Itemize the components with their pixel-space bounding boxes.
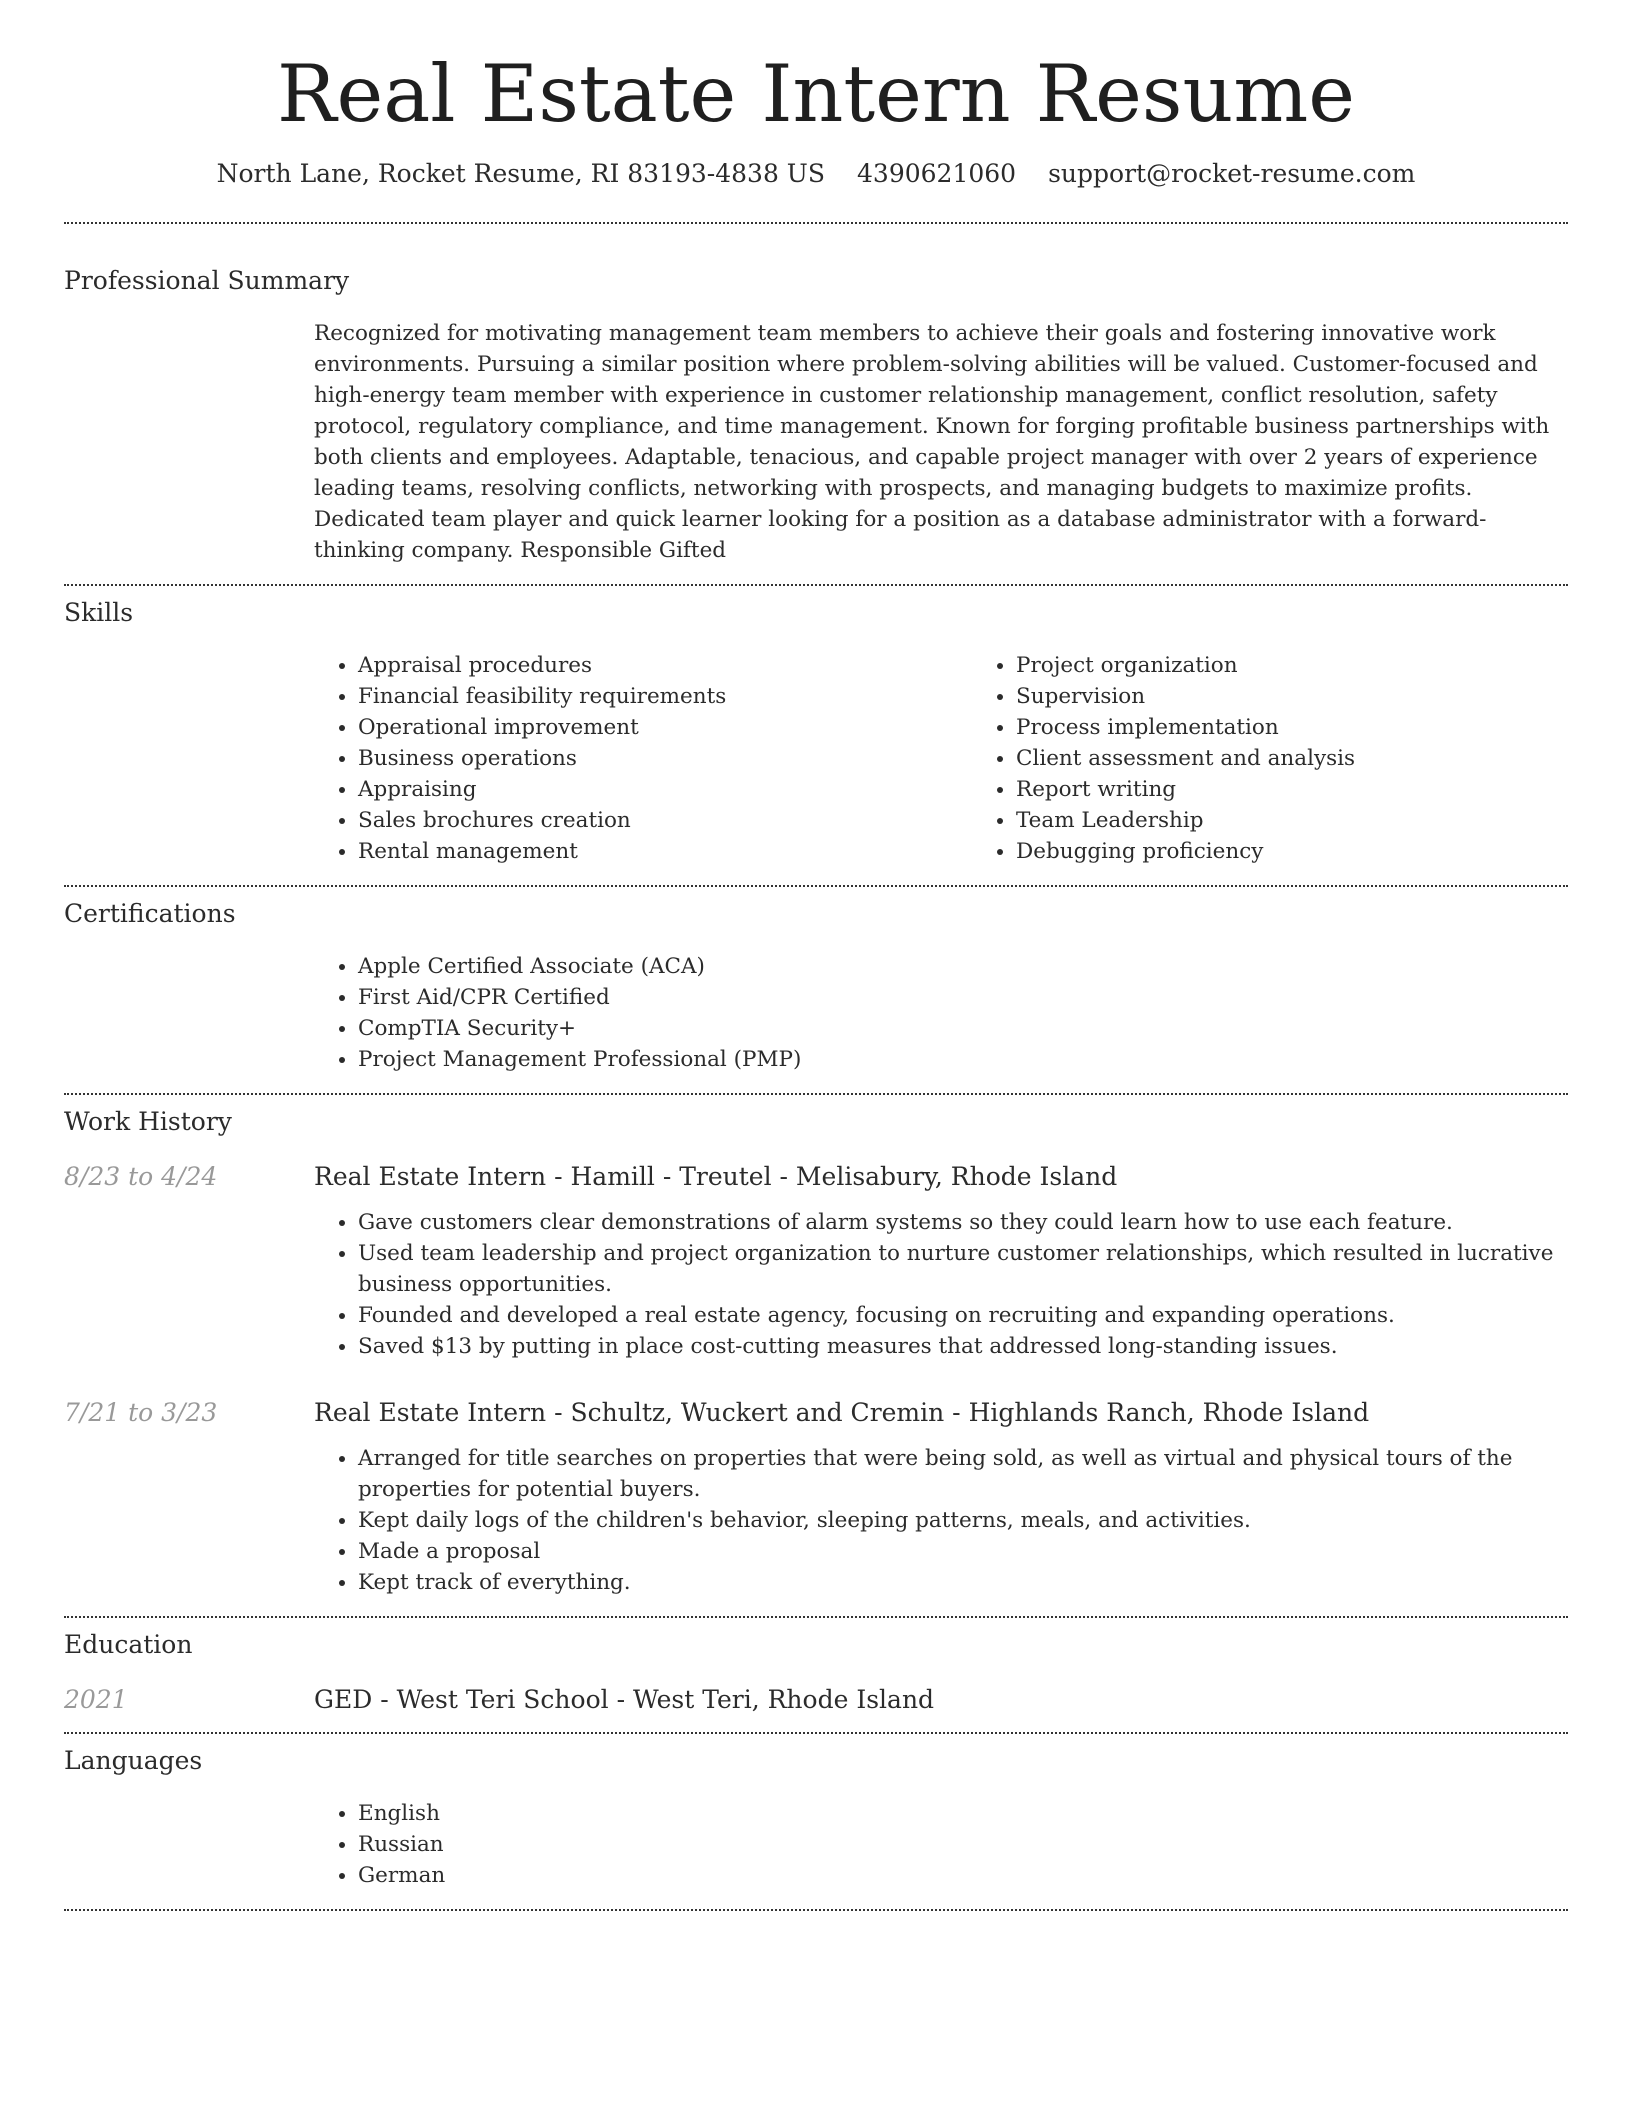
job-details — [314, 1207, 1568, 1362]
skill-item: • Financial feasibility requirements — [358, 681, 972, 712]
certification-item: • Project Management Professional (PMP) — [358, 1044, 1568, 1075]
languages-section — [64, 1734, 1568, 1891]
job-entry — [64, 1398, 1568, 1427]
skill-item: • Operational improvement — [358, 712, 972, 743]
job-bullet: • Kept track of everything. — [358, 1567, 1568, 1598]
education-date: 2021 — [64, 1685, 128, 1715]
divider — [64, 1909, 1568, 1911]
certification-item: • CompTIA Security+ — [358, 1013, 1568, 1044]
skill-item: • Business operations — [358, 743, 972, 774]
skill-item: • Sales brochures creation — [358, 805, 972, 836]
certifications-section — [64, 887, 1568, 1075]
certifications-content — [314, 951, 1568, 1075]
skill-item: • Appraisal procedures — [358, 650, 972, 681]
skill-item: • Process implementation — [1016, 712, 1355, 743]
section-title-summary: Professional Summary — [64, 266, 350, 296]
languages-content — [314, 1798, 1568, 1891]
summary-section — [64, 224, 1568, 566]
skill-item: • Report writing — [1016, 774, 1355, 805]
skills-list-left — [314, 650, 972, 867]
section-title-skills: Skills — [64, 598, 134, 628]
section-title-languages: Languages — [64, 1746, 203, 1776]
job-bullet: • Gave customers clear demonstrations of alarm systems so they could learn how to use each feature. — [358, 1207, 1568, 1238]
job-bullets — [314, 1443, 1568, 1598]
skills-section — [64, 586, 1568, 867]
skills-list-right — [972, 650, 1355, 867]
skill-item: • Project organization — [1016, 650, 1355, 681]
job-bullet: • Made a proposal — [358, 1536, 1568, 1567]
job-bullet: • Kept daily logs of the children's behavior, sleeping patterns, meals, and activities. — [358, 1505, 1568, 1536]
skill-item: • Appraising — [358, 774, 972, 805]
resume-header — [64, 0, 1568, 188]
education-section — [64, 1618, 1568, 1714]
section-title-work-history: Work History — [64, 1107, 232, 1137]
job-dates: 7/21 to 3/23 — [64, 1398, 218, 1428]
resume-title: Real Estate Intern Resume — [276, 48, 1356, 140]
job-bullet: • Founded and developed a real estate agency, focusing on recruiting and expanding operations. — [358, 1300, 1568, 1331]
section-title-certifications: Certifications — [64, 899, 236, 929]
education-title: GED - West Teri School - West Teri, Rhode Island — [314, 1685, 935, 1715]
job-title: Real Estate Intern - Schultz, Wuckert and Cremin - Highlands Ranch, Rhode Island — [314, 1398, 1370, 1428]
skill-item: • Rental management — [358, 836, 972, 867]
certification-item: • Apple Certified Associate (ACA) — [358, 951, 1568, 982]
job-bullet: • Used team leadership and project organization to nurture customer relationships, which resulted in lucrative business opportunities. — [358, 1238, 1568, 1300]
contact-line — [64, 159, 1568, 188]
address: North Lane, Rocket Resume, RI 83193-4838 US — [216, 159, 826, 189]
work-history-section — [64, 1095, 1568, 1598]
education-entry — [64, 1685, 1568, 1714]
section-title-education: Education — [64, 1630, 193, 1660]
job-details — [314, 1443, 1568, 1598]
certification-item: • First Aid/CPR Certified — [358, 982, 1568, 1013]
skill-item: • Team Leadership — [1016, 805, 1355, 836]
language-item: • German — [358, 1860, 1568, 1891]
email: support@rocket-resume.com — [1048, 159, 1416, 189]
job-entry — [64, 1162, 1568, 1191]
job-title: Real Estate Intern - Hamill - Treutel - Melisabury, Rhode Island — [314, 1162, 1118, 1192]
job-dates: 8/23 to 4/24 — [64, 1162, 218, 1192]
skill-item: • Client assessment and analysis — [1016, 743, 1355, 774]
summary-content — [314, 318, 1568, 566]
phone: 4390621060 — [857, 159, 1017, 189]
job-bullet: • Arranged for title searches on properties that were being sold, as well as virtual and physical tours of the properties for potential buyers. — [358, 1443, 1568, 1505]
language-item: • Russian — [358, 1829, 1568, 1860]
skills-columns — [314, 650, 1568, 867]
certifications-list — [314, 951, 1568, 1075]
job-bullets — [314, 1207, 1568, 1362]
languages-list — [314, 1798, 1568, 1891]
skill-item: • Supervision — [1016, 681, 1355, 712]
job-bullet: • Saved $13 by putting in place cost-cutting measures that addressed long-standing issues. — [358, 1331, 1568, 1362]
summary-text: Recognized for motivating management team members to achieve their goals and fostering innovative work environments. Pursuing a similar position where problem-solving abilities will be valued. Customer-focused and high-energy team member with experience in customer relationship management, conflict resolution, safety protocol, regulatory compliance, and time management. Known for forging profitable business partnerships with both clients and employees. Adaptable, tenacious, and capable project manager with over 2 years of experience leading teams, resolving conflicts, networking with prospects, and managing budgets to maximize profits. Dedicated team player and quick learner looking for a position as a database administrator with a forward-thinking company. Responsible Gifted — [314, 321, 1550, 564]
skill-item: • Debugging proficiency — [1016, 836, 1355, 867]
language-item: • English — [358, 1798, 1568, 1829]
